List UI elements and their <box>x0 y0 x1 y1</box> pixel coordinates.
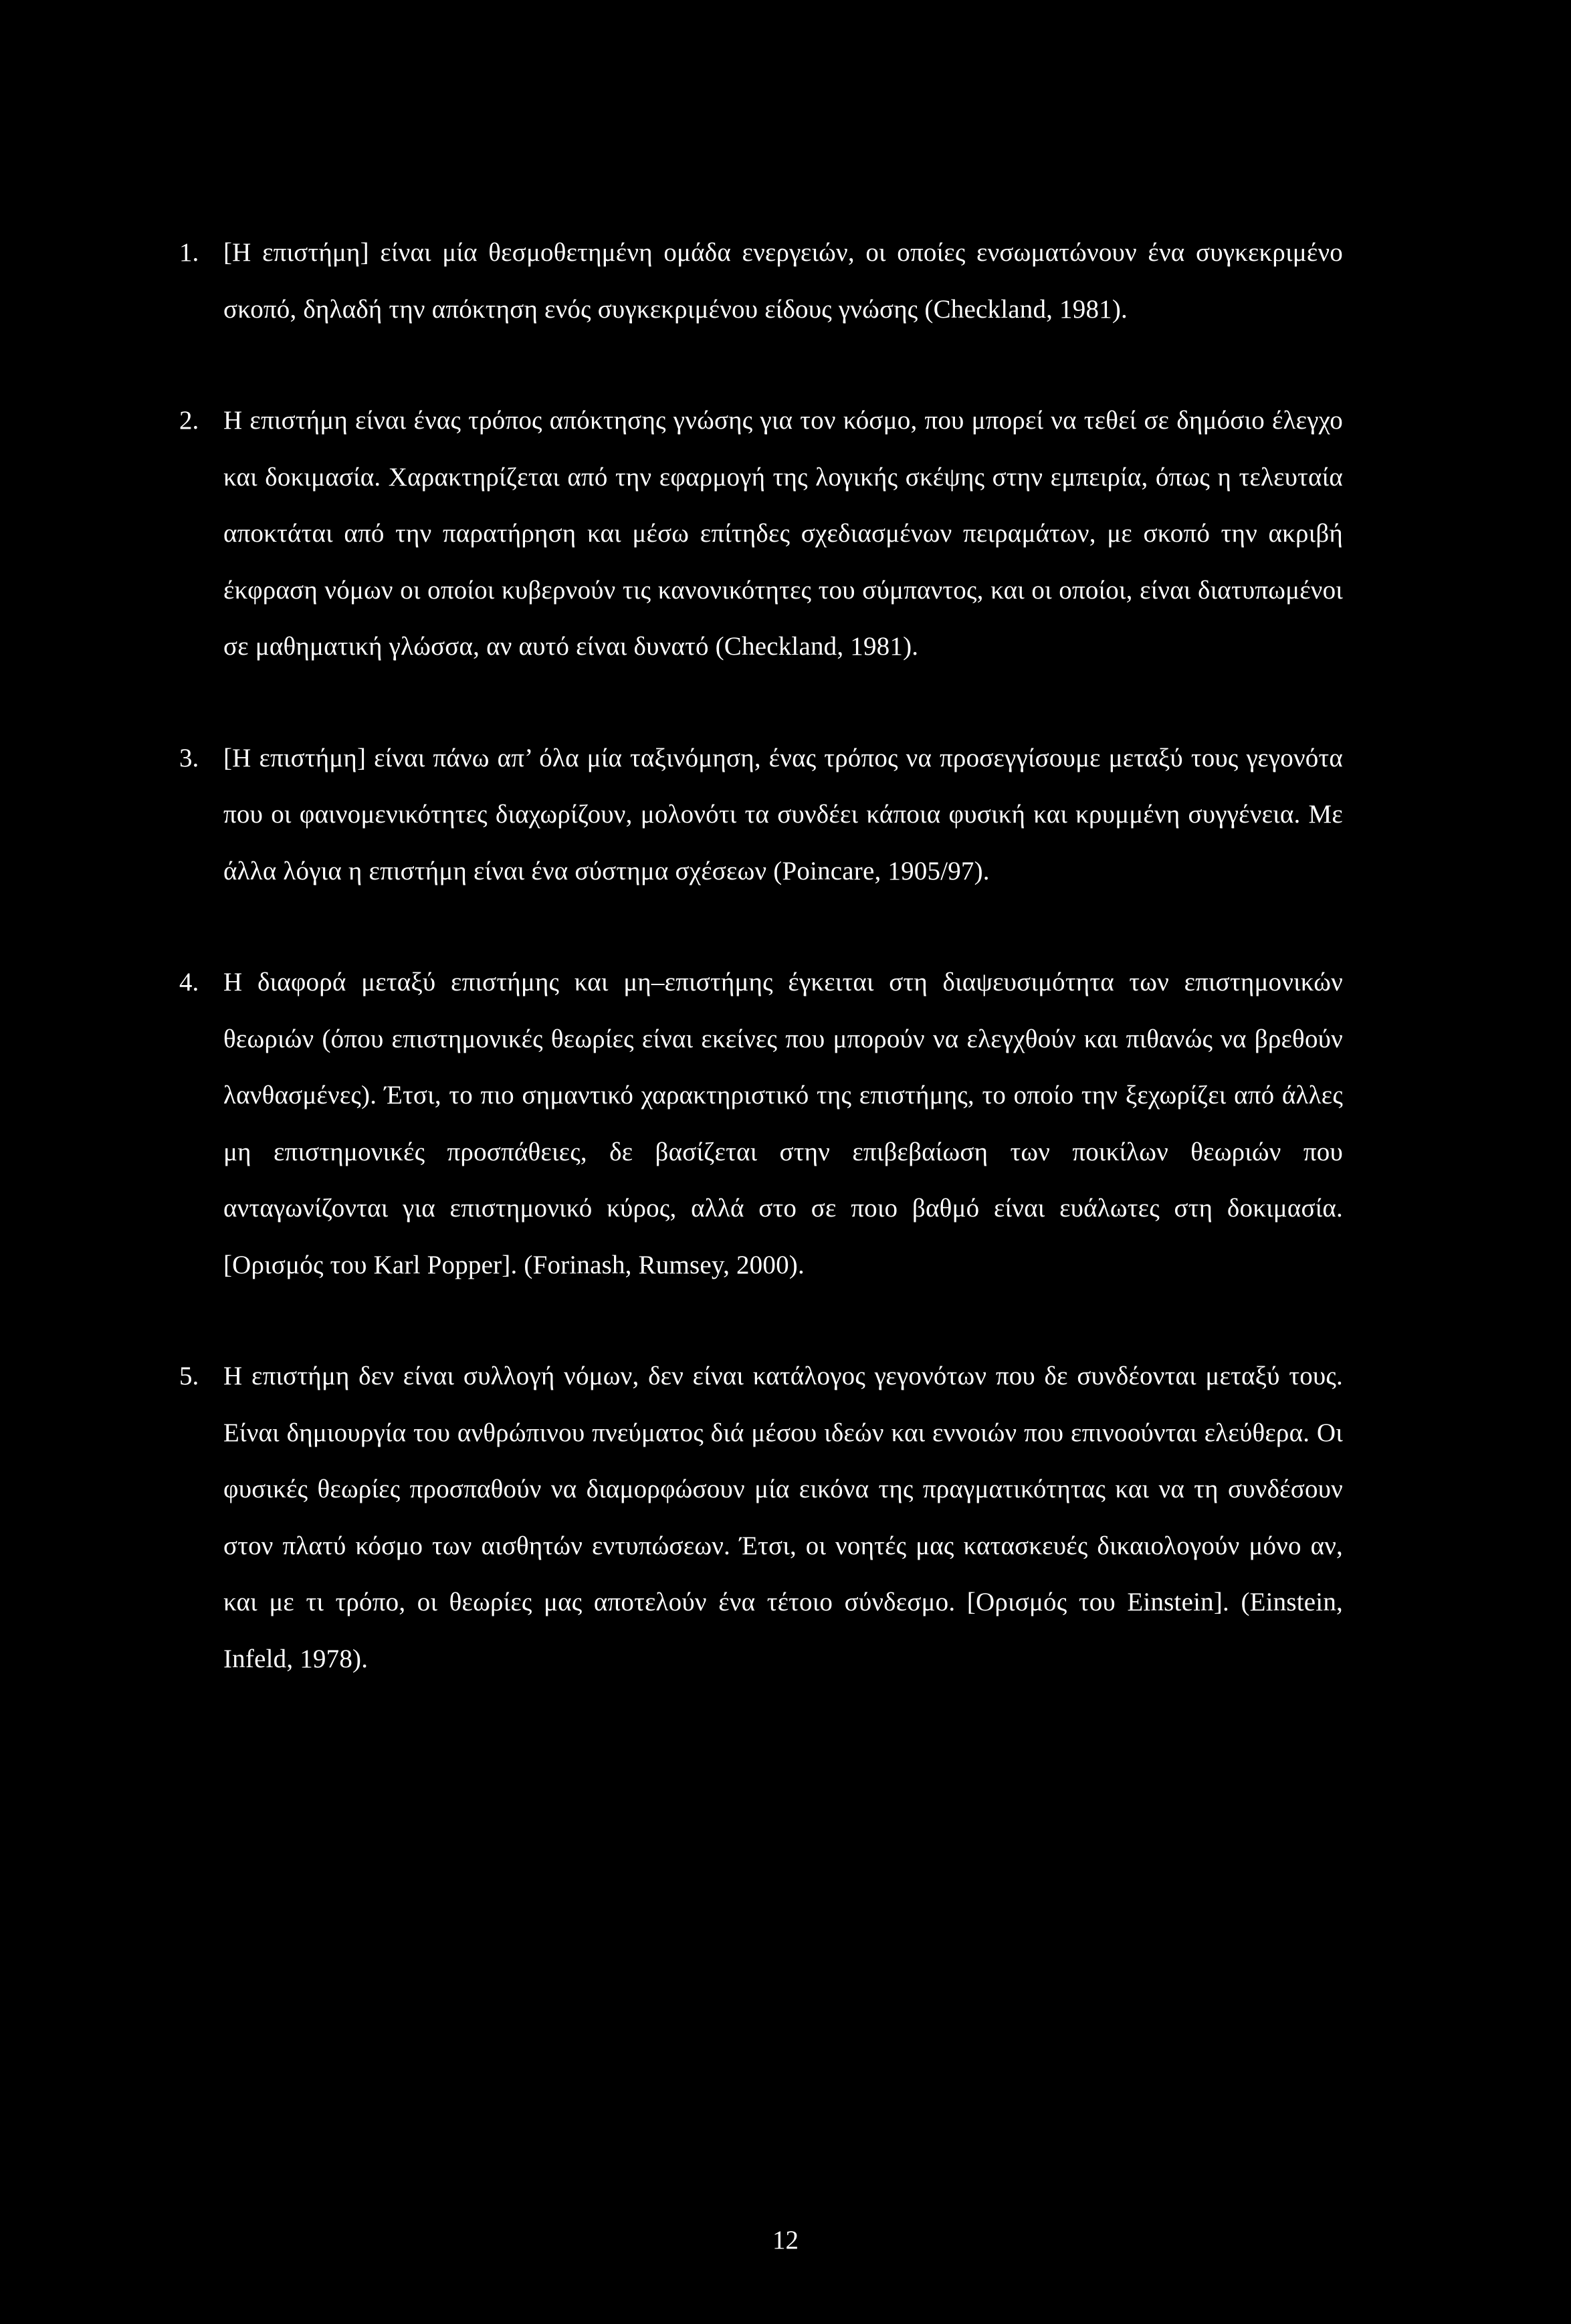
item-number: 5. <box>179 1362 199 1390</box>
list-item <box>179 1348 1343 1687</box>
list-item <box>179 225 1343 338</box>
item-number: 4. <box>179 968 199 996</box>
definitions-list <box>179 225 1343 1742</box>
item-number: 2. <box>179 406 199 435</box>
list-item <box>179 393 1343 675</box>
item-number: 3. <box>179 743 199 772</box>
list-item <box>179 730 1343 900</box>
list-item <box>179 954 1343 1293</box>
item-number: 1. <box>179 238 199 267</box>
item-text: [Η επιστήμη] είναι μία θεσμοθετημένη ομάδα ενεργειών, οι οποίες ενσωματώνουν ένα συγκεκριμένο σκοπό, δηλαδή την απόκτηση ενός συγκεκριμένου είδους γνώσης (Checkland, 1981). <box>223 238 1343 324</box>
item-text: [Η επιστήμη] είναι πάνω απ’ όλα μία ταξινόμηση, ένας τρόπος να προσεγγίσουμε μεταξύ τους γεγονότα που οι φαινομενικότητες διαχωρίζουν, μολονότι τα συνδέει κάποια φυσική και κρυμμένη συγγένεια. Με άλλα λόγια η επιστήμη είναι ένα σύστημα σχέσεων (Poincare, 1905/97). <box>223 743 1343 885</box>
page-number: 12 <box>772 2226 799 2254</box>
item-text: Η επιστήμη δεν είναι συλλογή νόμων, δεν είναι κατάλογος γεγονότων που δε συνδέονται μεταξύ τους. Είναι δημιουργία του ανθρώπινου πνεύματος διά μέσου ιδεών και εννοιών που επινοούνται ελεύθερα. Οι φυσικές θεωρίες προσπαθούν να διαμορφώσουν μία εικόνα της πραγματικότητας και να τη συνδέσουν στον πλατύ κόσμο των αισθητών εντυπώσεων. Έτσι, οι νοητές μας κατασκευές δικαιολογούν μόνο αν, και με τι τρόπο, οι θεωρίες μας αποτελούν ένα τέτοιο σύνδεσμο. [Ορισμός του Einstein]. (Einstein, Infeld, 1978). <box>223 1362 1343 1673</box>
item-text: Η διαφορά μεταξύ επιστήμης και μη–επιστήμης έγκειται στη διαψευσιμότητα των επιστημονικών θεωριών (όπου επιστημονικές θεωρίες είναι εκείνες που μπορούν να ελεγχθούν και πιθανώς να βρεθούν λανθασμένες). Έτσι, το πιο σημαντικό χαρακτηριστικό της επιστήμης, το οποίο την ξεχωρίζει από άλλες μη επιστημονικές προσπάθειες, δε βασίζεται στην επιβεβαίωση των ποικίλων θεωριών που ανταγωνίζονται για επιστημονικό κύρος, αλλά στο σε ποιο βαθμό είναι ευάλωτες στη δοκιμασία. [Ορισμός του Karl Popper]. (Forinash, Rumsey, 2000). <box>223 968 1343 1279</box>
item-text: Η επιστήμη είναι ένας τρόπος απόκτησης γνώσης για τον κόσμο, που μπορεί να τεθεί σε δημόσιο έλεγχο και δοκιμασία. Χαρακτηρίζεται από την εφαρμογή της λογικής σκέψης στην εμπειρία, όπως η τελευταία αποκτάται από την παρατήρηση και μέσω επίτηδες σχεδιασμένων πειραμάτων, με σκοπό την ακριβή έκφραση νόμων οι οποίοι κυβερνούν τις κανονικότητες του σύμπαντος, και οι οποίοι, είναι διατυπωμένοι σε μαθηματική γλώσσα, αν αυτό είναι δυνατό (Checkland, 1981). <box>223 406 1343 661</box>
